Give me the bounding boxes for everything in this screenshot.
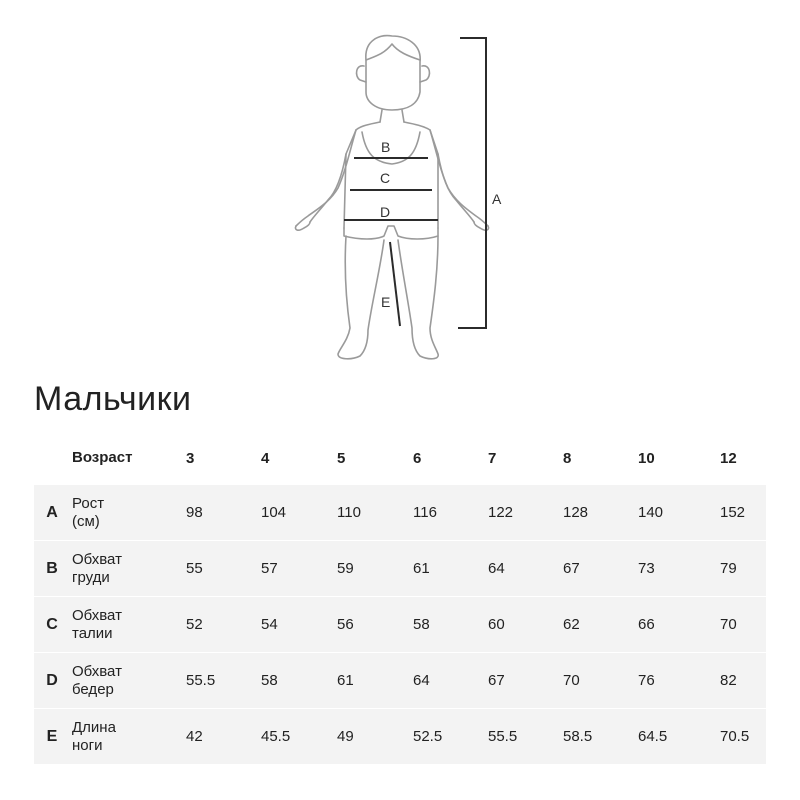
age-header: 12: [720, 449, 737, 467]
table-cell: 70.5: [720, 728, 750, 745]
age-header: 6: [413, 449, 422, 467]
table-cell: 55.5: [488, 728, 518, 745]
row-param-name: Рост (см): [72, 494, 105, 530]
table-cell: 64: [413, 672, 430, 689]
size-table: [34, 431, 766, 765]
table-cell: 42: [186, 728, 203, 745]
table-row: [34, 709, 766, 764]
table-cell: 49: [337, 728, 354, 745]
table-cell: 76: [638, 672, 655, 689]
table-row: [34, 485, 766, 540]
table-cell: 67: [563, 560, 580, 577]
table-cell: 110: [337, 504, 361, 521]
table-cell: 98: [186, 504, 203, 521]
table-cell: 128: [563, 504, 589, 521]
label-d: D: [380, 204, 391, 220]
row-letter: D: [46, 671, 58, 689]
table-cell: 58.5: [563, 728, 593, 745]
table-cell: 58: [261, 672, 278, 689]
table-cell: 79: [720, 560, 737, 577]
table-cell: 56: [337, 616, 354, 633]
age-header: 10: [638, 449, 655, 467]
age-header: 8: [563, 449, 572, 467]
table-cell: 73: [638, 560, 655, 577]
age-header: 5: [337, 449, 346, 467]
table-cell: 61: [413, 560, 430, 577]
age-header: 7: [488, 449, 497, 467]
table-cell: 61: [337, 672, 354, 689]
table-row: [34, 597, 766, 652]
table-cell: 140: [638, 504, 664, 521]
age-header: 3: [186, 449, 195, 467]
row-param-name: Обхват бедер: [72, 662, 122, 698]
child-measurement-figure: [280, 30, 520, 370]
table-cell: 104: [261, 504, 287, 521]
table-cell: 52.5: [413, 728, 443, 745]
table-cell: 70: [720, 616, 737, 633]
table-cell: 58: [413, 616, 430, 633]
table-cell: 66: [638, 616, 655, 633]
table-cell: 57: [261, 560, 278, 577]
table-cell: 55.5: [186, 672, 216, 689]
age-header: 4: [261, 449, 270, 467]
table-cell: 45.5: [261, 728, 291, 745]
row-param-name: Длина ноги: [72, 718, 116, 754]
child-outline-drawing: [280, 30, 520, 370]
table-cell: 67: [488, 672, 505, 689]
table-cell: 54: [261, 616, 278, 633]
row-param-name: Обхват груди: [72, 550, 122, 586]
row-letter: B: [46, 559, 58, 577]
row-letter: C: [46, 615, 58, 633]
row-letter: E: [46, 727, 58, 745]
table-cell: 55: [186, 560, 203, 577]
table-cell: 82: [720, 672, 737, 689]
table-cell: 64: [488, 560, 505, 577]
table-header-row: [34, 431, 766, 485]
table-cell: 152: [720, 504, 746, 521]
label-a: A: [492, 191, 502, 207]
table-cell: 59: [337, 560, 354, 577]
table-cell: 116: [413, 504, 437, 521]
table-cell: 122: [488, 504, 514, 521]
table-row: [34, 653, 766, 708]
table-cell: 52: [186, 616, 203, 633]
row-param-name: Обхват талии: [72, 606, 122, 642]
table-cell: 64.5: [638, 728, 668, 745]
label-c: C: [380, 170, 391, 186]
table-cell: 70: [563, 672, 580, 689]
page-title: Мальчики: [34, 380, 192, 418]
table-cell: 60: [488, 616, 505, 633]
label-e: E: [381, 294, 391, 310]
table-cell: 62: [563, 616, 580, 633]
row-letter: A: [46, 503, 58, 521]
label-b: B: [381, 139, 391, 155]
table-row: [34, 541, 766, 596]
header-param-label: Возраст: [72, 449, 133, 466]
